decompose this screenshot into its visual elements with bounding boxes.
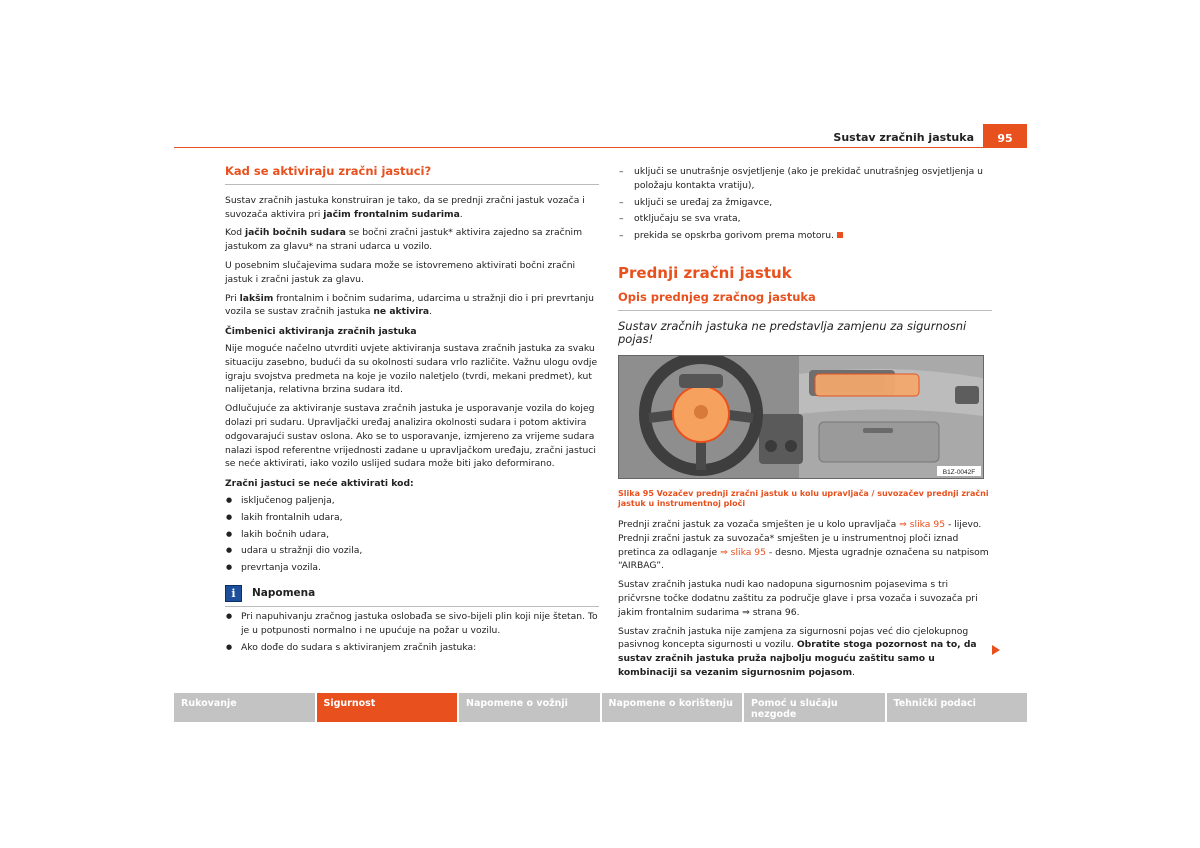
nav-tab-sigurnost[interactable]: Sigurnost bbox=[317, 693, 458, 722]
climate-knob bbox=[785, 440, 797, 452]
figure-link[interactable]: ⇒ slika 95 bbox=[899, 518, 946, 530]
list-item: ● Pri napuhivanju zračnog jastuka oslobađa se sivo-bijeli plin koji nije štetan. To je u potpunosti normalno i ne upućuje na požar u vozilu. bbox=[225, 610, 599, 638]
chapter-heading: Prednji zračni jastuk bbox=[618, 263, 792, 282]
paragraph: Sustav zračnih jastuka nije zamjena za sigurnosni pojas već dio cjelokupnog pasivnog koncepta sigurnosti u vozilu. Obratite stoga pozornost na to, da sustav zračnih jastuka pruža najbolju moguću zaštitu samo u kombinaciji sa vezanim sigurnosnim pojasom. bbox=[618, 625, 977, 678]
section-end-marker bbox=[837, 232, 843, 238]
paragraph: Sustav zračnih jastuka konstruiran je tako, da se prednji zračni jastuk vozača i suvozača aktivira pri jačim frontalnim sudarima. bbox=[225, 194, 585, 220]
paragraph: Pri lakšim frontalnim i bočnim sudarima, udarcima u stražnji dio i pri prevrtanju vozila se sustav zračnih jastuka ne aktivira. bbox=[225, 292, 594, 318]
glovebox-handle bbox=[863, 428, 893, 433]
paragraph: Sustav zračnih jastuka nudi kao nadopuna sigurnosnim pojasevima s tri pričvrsne točke dodatnu zaštitu za područje glave i prsa vozača i suvozača pri jakim frontalnim sudarima ⇒ strana 96. bbox=[618, 579, 978, 618]
section-heading-activation: Kad se aktiviraju zračni jastuci? bbox=[225, 165, 599, 185]
nav-tab-pomoc[interactable]: Pomoć u slučaju nezgode bbox=[744, 693, 885, 722]
footer-nav bbox=[174, 693, 1027, 722]
crash-effects-list bbox=[618, 165, 992, 243]
list-item: ● prevrtanja vozila. bbox=[225, 561, 599, 575]
dashboard-airbag-figure bbox=[618, 355, 984, 479]
list-item: – otključaju se sva vrata, bbox=[618, 212, 992, 226]
figure-link[interactable]: ⇒ slika 95 bbox=[720, 546, 766, 558]
page-number: 95 bbox=[983, 124, 1027, 148]
paragraph: Odlučujuće za aktiviranje sustava zračnih jastuka je usporavanje vozila do kojeg dolazi pri sudaru. Upravljački uređaj analizira okolnosti sudara i potom aktivira odgovarajući sustav oslona. Ako se to usporavanje, izmjereno za vrijeme sudara nalazi ispod referentne vrijednosti zadane u upravljačkom uređaju, zračni jastuci se neće aktivirati, iako vozilo uslijed sudara može biti jako deformirano. bbox=[225, 403, 596, 470]
lead-statement: Sustav zračnih jastuka ne predstavlja zamjenu za sigurnosni pojas! bbox=[618, 318, 967, 347]
list-item: ● isključenog paljenja, bbox=[225, 494, 599, 508]
list-item: – prekida se opskrba gorivom prema motoru. bbox=[618, 229, 992, 243]
passenger-airbag-highlight bbox=[815, 374, 919, 396]
paragraph: U posebnim slučajevima sudara može se istovremeno aktivirati bočni zračni jastuk i zračni jastuk za glavu. bbox=[225, 259, 576, 285]
nav-tab-napomene-o-koristenju[interactable]: Napomene o korištenju bbox=[602, 693, 743, 722]
list-item: – uključi se uređaj za žmigavce, bbox=[618, 196, 992, 210]
info-icon: i bbox=[225, 585, 242, 602]
center-console bbox=[759, 414, 803, 464]
instrument-cluster bbox=[679, 374, 723, 388]
section-heading-front-airbag: Opis prednjeg zračnog jastuka bbox=[618, 291, 992, 311]
right-column bbox=[618, 165, 992, 685]
no-activation-list bbox=[225, 494, 599, 575]
nav-tab-napomene-o-voznji[interactable]: Napomene o vožnji bbox=[459, 693, 600, 722]
subheading-no-activation: Zračni jastuci se neće aktivirati kod: bbox=[225, 478, 414, 490]
nav-tab-rukovanje[interactable]: Rukovanje bbox=[174, 693, 315, 722]
subheading-activation-factors: Čimbenici aktiviranja zračnih jastuka bbox=[225, 326, 417, 338]
figure-caption: Slika 95 Vozačev prednji zračni jastuk u kolu upravljača / suvozačev prednji zračni jastuk u instrumentnoj ploči bbox=[618, 488, 989, 509]
nav-tab-tehnicki-podaci[interactable]: Tehnički podaci bbox=[887, 693, 1028, 722]
running-header-title: Sustav zračnih jastuka bbox=[833, 131, 974, 144]
continue-arrow-icon bbox=[992, 645, 1000, 655]
climate-knob bbox=[765, 440, 777, 452]
left-column bbox=[225, 165, 599, 660]
list-item: ● Ako dođe do sudara s aktiviranjem zračnih jastuka: bbox=[225, 641, 599, 655]
list-item: ● lakih frontalnih udara, bbox=[225, 511, 599, 525]
steering-logo bbox=[694, 405, 708, 419]
paragraph: Kod jačih bočnih sudara se bočni zračni jastuk* aktivira zajedno sa zračnim jastukom za glavu* na strani udarca u vozilo. bbox=[225, 227, 583, 253]
note-divider bbox=[225, 606, 599, 607]
list-item: ● udara u stražnji dio vozila, bbox=[225, 544, 599, 558]
note-title: Napomena bbox=[252, 586, 316, 599]
side-vent bbox=[955, 386, 979, 404]
list-item: – uključi se unutrašnje osvjetljenje (ako je prekidač unutrašnjeg osvjetljenja u položaju kontakta vratiju), bbox=[618, 165, 992, 193]
list-item: ● lakih bočnih udara, bbox=[225, 528, 599, 542]
figure-code: B1Z-0042F bbox=[942, 469, 976, 477]
paragraph: Prednji zračni jastuk za vozača smješten je u kolo upravljača ⇒ slika 95 - lijevo. Prednji zračni jastuk za suvozača* smješten je u instrumentnoj ploči iznad pretinca za odlaganje ⇒ slika 95 - desno. Mjesta ugradnje označena su natpisom “AIRBAG”. bbox=[618, 518, 989, 572]
note-list bbox=[225, 610, 599, 654]
header-rule bbox=[174, 147, 1027, 148]
paragraph: Nije moguće načelno utvrditi uvjete aktiviranja sustava zračnih jastuka za svaku situaciju zasebno, budući da su okolnosti sudara vrlo različite. Važnu ulogu ovdje igraju svojstva predmeta na koje je vozilo naletjelo (tvrdi, mekani predmet), kut nalijetanja, relativna brzina sudara itd. bbox=[225, 342, 598, 396]
note-header bbox=[225, 585, 599, 602]
